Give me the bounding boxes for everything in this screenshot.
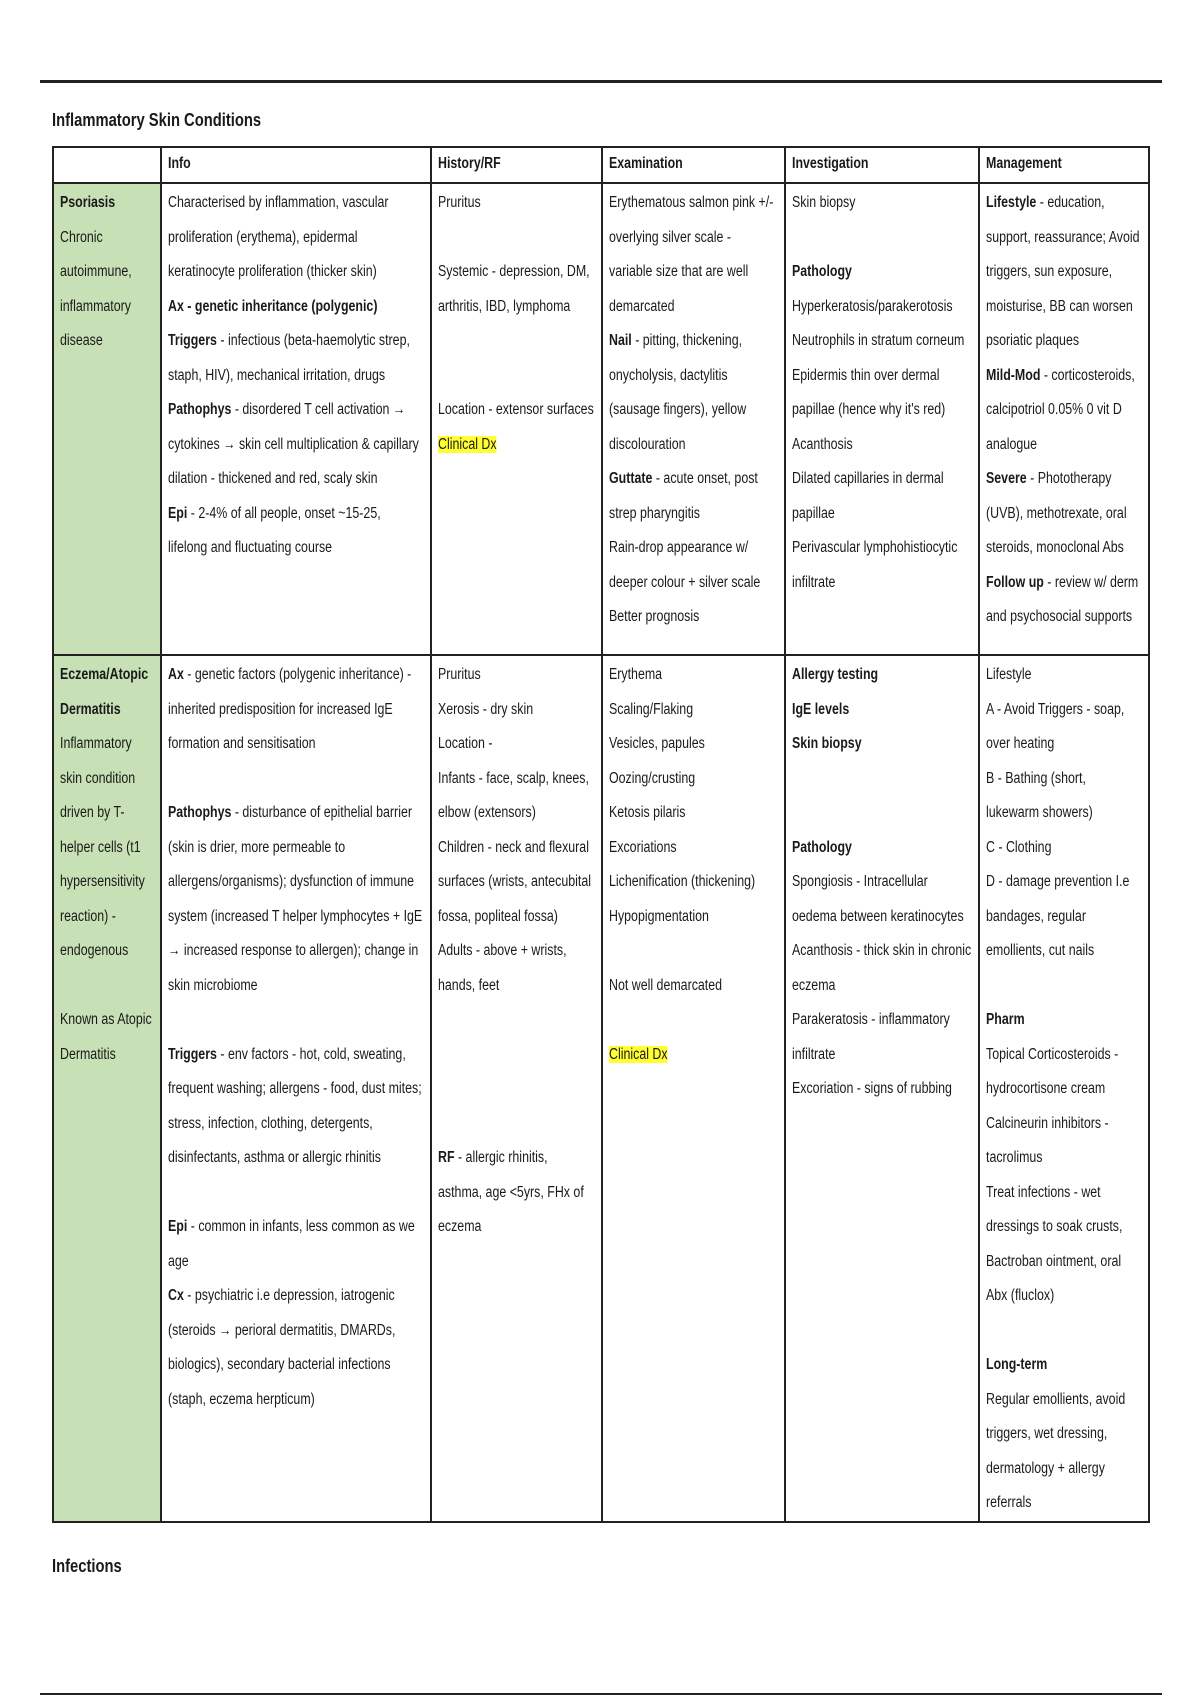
eczema-info-cell: [161, 655, 431, 1522]
psoriasis-info-cell: [161, 183, 431, 655]
history-line: Infants - face, scalp, knees, elbow (extensors): [438, 769, 589, 821]
mgmt-lifestyle-item: D - damage prevention I.e bandages, regular emollients, cut nails: [986, 873, 1130, 959]
header-row: [53, 147, 1149, 183]
pathology-item: Acanthosis - thick skin in chronic eczema: [792, 942, 972, 994]
eczema-condition-cell: [53, 655, 161, 1522]
mgmt-pharm-item: Topical Corticosteroids - hydrocortisone cream: [986, 1045, 1119, 1097]
exam-raindrop: Rain-drop appearance w/ deeper colour + silver scale: [609, 539, 761, 591]
pathology-item: Parakeratosis - inflammatory infiltrate: [792, 1011, 950, 1063]
mgmt-lifestyle-item: A - Avoid Triggers - soap, over heating: [986, 700, 1125, 752]
investigation-test: IgE levels: [792, 700, 850, 718]
header-management: Management: [979, 147, 1149, 183]
history-line: Xerosis - dry skin: [438, 700, 534, 718]
condition-desc-line: Chronic: [60, 228, 103, 246]
exam-item: Scaling/Flaking: [609, 700, 694, 718]
next-section-title: Infections: [52, 1556, 122, 1576]
mgmt-lifestyle-heading: Lifestyle: [986, 666, 1032, 683]
psoriasis-row: [53, 183, 1149, 655]
condition-aka: Known as Atopic Dermatitis: [60, 1011, 152, 1063]
exam-item: Excoriations: [609, 838, 677, 856]
clinical-dx-highlight: Clinical Dx: [609, 1045, 668, 1063]
pathology-item: Acanthosis: [792, 435, 853, 453]
info-pathophys: Pathophys - disordered T cell activation → cytokines → skin cell multiplication & capillary dilation - thickened and red, scaly skin: [168, 401, 419, 487]
bottom-rule: [40, 1693, 1162, 1695]
header-examination: Examination: [602, 147, 785, 183]
info-triggers: Triggers - infectious (beta-haemolytic strep, staph, HIV), mechanical irritation, drugs: [168, 332, 410, 384]
condition-desc-line: inflammatory: [60, 297, 131, 315]
history-line: Location -: [438, 735, 493, 752]
investigation-test: Allergy testing: [792, 666, 879, 683]
history-line: Children - neck and flexural surfaces (wrists, antecubital fossa, popliteal fossa): [438, 838, 591, 925]
investigation-test: Skin biopsy: [792, 735, 862, 752]
exam-item: Lichenification (thickening): [609, 873, 756, 890]
pathology-label: Pathology: [792, 263, 852, 280]
condition-name: Psoriasis: [60, 194, 116, 211]
pathology-item: Excoriation - signs of rubbing: [792, 1080, 952, 1097]
investigation-biopsy: Skin biopsy: [792, 194, 856, 211]
info-cx: Cx - psychiatric i.e depression, iatrogenic (steroids → perioral dermatitis, DMARDs, biologics), secondary bacterial infections (staph, eczema herpticum): [168, 1287, 396, 1408]
info-epi: Epi - common in infants, less common as we age: [168, 1218, 415, 1270]
history-line: Pruritus: [438, 666, 481, 683]
pathology-item: Dilated capillaries in dermal papillae: [792, 470, 944, 522]
eczema-management-cell: [979, 655, 1149, 1522]
mgmt-lifestyle-item: C - Clothing: [986, 838, 1052, 856]
condition-desc-line: disease: [60, 332, 103, 349]
info-ax: Ax - genetic factors (polygenic inheritance) - inherited predisposition for increased IgE formation and sensitisation: [168, 666, 412, 752]
exam-prognosis: Better prognosis: [609, 608, 700, 625]
info-triggers: Triggers - env factors - hot, cold, sweating, frequent washing; allergens - food, dust mites; stress, infection, clothing, detergents, disinfectants, asthma or allergic rhinitis: [168, 1045, 422, 1166]
history-line: Adults - above + wrists, hands, feet: [438, 942, 567, 994]
condition-desc-line: autoimmune,: [60, 263, 132, 280]
info-intro: Characterised by inflammation, vascular proliferation (erythema), epidermal keratinocyte proliferation (thicker skin): [168, 194, 389, 280]
mgmt-lifestyle-item: B - Bathing (short, lukewarm showers): [986, 769, 1093, 821]
top-rule: [40, 80, 1162, 83]
mgmt-lifestyle: Lifestyle - education, support, reassurance; Avoid triggers, sun exposure, moisturise, BB can worsen psoriatic plaques: [986, 194, 1140, 349]
pathology-item: Epidermis thin over dermal papillae (hence why it's red): [792, 366, 946, 418]
psoriasis-investigation-cell: [785, 183, 979, 655]
mgmt-pharm-item: Treat infections - wet dressings to soak crusts, Bactroban ointment, oral Abx (fluclox): [986, 1183, 1123, 1304]
exam-nail: Nail - pitting, thickening, onycholysis, dactylitis (sausage fingers), yellow discolouration: [609, 332, 747, 453]
mgmt-pharm-label: Pharm: [986, 1011, 1025, 1028]
exam-item: Ketosis pilaris: [609, 804, 686, 821]
pathology-item: Neutrophils in stratum corneum: [792, 332, 965, 349]
exam-item: Hypopigmentation: [609, 907, 709, 925]
exam-intro: Erythematous salmon pink +/- overlying silver scale - variable size that are well demarcated: [609, 194, 774, 315]
eczema-history-cell: [431, 655, 602, 1522]
mgmt-longterm: Regular emollients, avoid triggers, wet dressing, dermatology + allergy referrals: [986, 1390, 1126, 1511]
exam-item: Oozing/crusting: [609, 769, 696, 787]
exam-item: Vesicles, papules: [609, 735, 705, 752]
section-title: Inflammatory Skin Conditions: [52, 110, 262, 130]
info-ax: Ax - genetic inheritance (polygenic): [168, 297, 378, 315]
header-info: Info: [161, 147, 431, 183]
eczema-investigation-cell: [785, 655, 979, 1522]
pathology-item: Spongiosis - Intracellular oedema between keratinocytes: [792, 873, 964, 925]
exam-item: Erythema: [609, 666, 663, 683]
info-epi: Epi - 2-4% of all people, onset ~15-25, lifelong and fluctuating course: [168, 504, 381, 556]
exam-guttate: Guttate - acute onset, post strep pharyngitis: [609, 470, 758, 522]
header-history: History/RF: [431, 147, 602, 183]
pathology-item: Hyperkeratosis/parakerotosis: [792, 297, 953, 315]
mgmt-severe: Severe - Phototherapy (UVB), methotrexate, oral steroids, monoclonal Abs: [986, 470, 1127, 556]
history-rf: RF - allergic rhinitis, asthma, age <5yrs, FHx of eczema: [438, 1149, 584, 1235]
header-blank: [53, 147, 161, 183]
eczema-exam-cell: [602, 655, 785, 1522]
condition-name: Eczema/Atopic Dermatitis: [60, 666, 149, 718]
history-pruritus: Pruritus: [438, 194, 481, 211]
clinical-dx-highlight: Clinical Dx: [438, 435, 497, 453]
history-systemic: Systemic - depression, DM, arthritis, IBD, lymphoma: [438, 263, 590, 315]
header-investigation: Investigation: [785, 147, 979, 183]
mgmt-longterm-label: Long-term: [986, 1356, 1048, 1373]
info-pathophys: Pathophys - disturbance of epithelial barrier (skin is drier, more permeable to allergens/organisms); dysfunction of immune system (increased T helper lymphocytes + IgE → increased response to allergen); change in skin microbiome: [168, 804, 423, 994]
psoriasis-management-cell: [979, 183, 1149, 655]
mgmt-follow-up: Follow up - review w/ derm and psychosocial supports: [986, 573, 1139, 625]
eczema-row: [53, 655, 1149, 1522]
psoriasis-exam-cell: [602, 183, 785, 655]
psoriasis-history-cell: [431, 183, 602, 655]
mgmt-mild: Mild-Mod - corticosteroids, calcipotriol 0.05% 0 vit D analogue: [986, 366, 1135, 453]
exam-not-demarcated: Not well demarcated: [609, 976, 723, 994]
psoriasis-condition-cell: [53, 183, 161, 655]
history-location: Location - extensor surfaces: [438, 401, 594, 418]
pathology-label: Pathology: [792, 838, 852, 856]
conditions-table: [52, 146, 1150, 1523]
pathology-item: Perivascular lymphohistiocytic infiltrate: [792, 539, 958, 591]
mgmt-pharm-item: Calcineurin inhibitors - tacrolimus: [986, 1114, 1109, 1166]
condition-desc: Inflammatory skin condition driven by T-helper cells (t1 hypersensitivity reaction) - endogenous: [60, 735, 145, 959]
